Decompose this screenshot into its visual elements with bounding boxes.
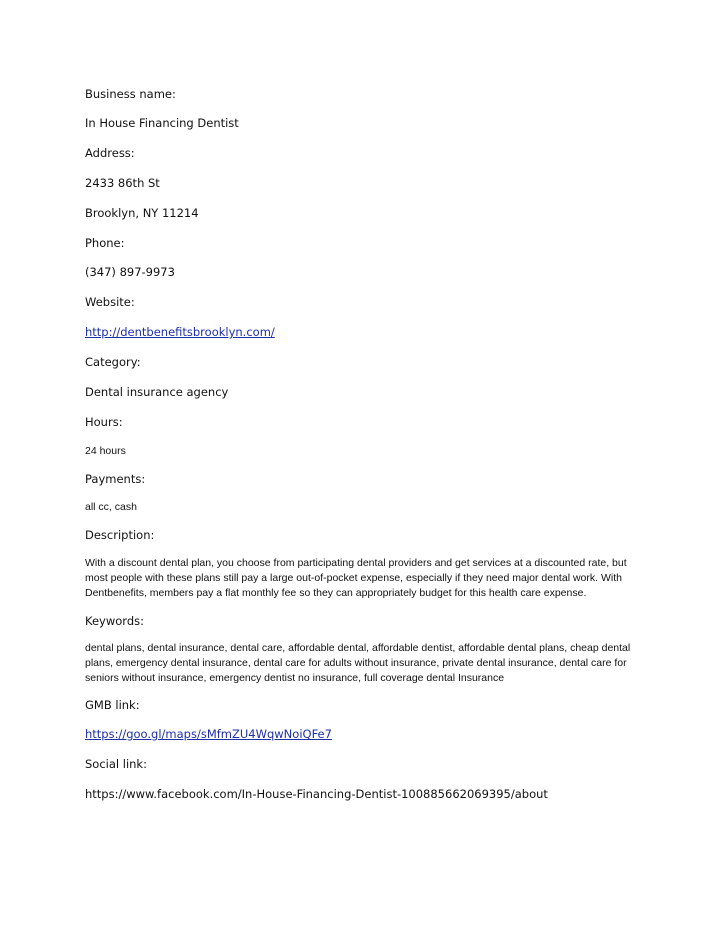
hours-label: Hours:: [85, 415, 123, 429]
business-name-value: In House Financing Dentist: [85, 116, 239, 130]
phone-label: Phone:: [85, 236, 125, 250]
address-label: Address:: [85, 146, 135, 160]
website-link[interactable]: http://dentbenefitsbrooklyn.com/: [85, 325, 275, 339]
keywords-label: Keywords:: [85, 614, 144, 628]
address-line1: 2433 86th St: [85, 176, 160, 190]
address-line2: Brooklyn, NY 11214: [85, 206, 199, 220]
category-value: Dental insurance agency: [85, 385, 229, 399]
payments-label: Payments:: [85, 472, 146, 486]
social-label: Social link:: [85, 757, 147, 771]
business-name-label: Business name:: [85, 87, 176, 101]
description-text: With a discount dental plan, you choose from participating dental providers and get services at a discounted rate, but most people with these plans still pay a large out-of-pocket expense, especially if they need major dental work. With Dentbenefits, members pay a flat monthly fee so they can appropriately budget for this health care expense.: [85, 557, 627, 599]
social-link: https://www.facebook.com/In-House-Financing-Dentist-100885662069395/about: [85, 787, 548, 801]
gmb-line: [85, 727, 332, 741]
payments-value: all cc, cash: [85, 501, 137, 513]
category-label: Category:: [85, 355, 141, 369]
gmb-label: GMB link:: [85, 698, 140, 712]
website-line: [85, 325, 275, 339]
hours-value: 24 hours: [85, 445, 126, 457]
website-label: Website:: [85, 295, 135, 309]
keywords-text: dental plans, dental insurance, dental care, affordable dental, affordable dentist, affordable dental plans, cheap dental plans, emergency dental insurance, dental care for adults without insurance, private dental insurance, dental care for seniors without insurance, emergency dentist no insurance, full coverage dental Insurance: [85, 642, 631, 684]
description-label: Description:: [85, 528, 155, 542]
gmb-link[interactable]: https://goo.gl/maps/sMfmZU4WqwNoiQFe7: [85, 727, 332, 741]
phone-value: (347) 897-9973: [85, 265, 175, 279]
